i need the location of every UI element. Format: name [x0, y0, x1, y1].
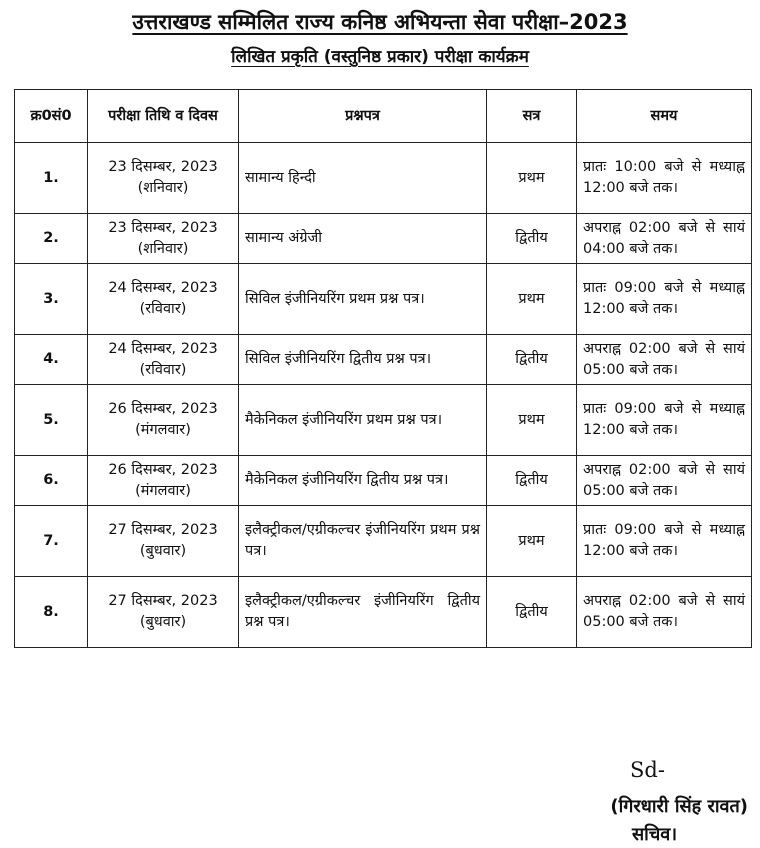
table-row — [15, 385, 752, 456]
cell-sno: 3. — [15, 264, 88, 335]
header-paper: प्रश्नपत्र — [239, 90, 487, 143]
cell-date-text: 24 दिसम्बर, 2023 — [108, 340, 218, 357]
table-row — [15, 456, 752, 506]
cell-day-text: (मंगलवार) — [135, 482, 191, 499]
cell-date — [88, 335, 239, 385]
cell-sno: 6. — [15, 456, 88, 506]
cell-time: अपराह्न 02:00 बजे से सायं 05:00 बजे तक। — [577, 577, 752, 648]
cell-sno: 8. — [15, 577, 88, 648]
cell-day-text: (रविवार) — [139, 301, 187, 317]
cell-date-text: 23 दिसम्बर, 2023 — [108, 219, 218, 236]
cell-paper: सामान्य हिन्दी — [239, 143, 487, 214]
cell-date — [88, 506, 239, 577]
cell-date — [88, 577, 239, 648]
header-sno: क्र0सं0 — [15, 90, 88, 143]
cell-paper: सामान्य अंग्रेजी — [239, 214, 487, 264]
document-title — [0, 8, 760, 36]
exam-schedule-table — [14, 89, 752, 648]
cell-day-text: (शनिवार) — [137, 240, 189, 257]
table-row — [15, 577, 752, 648]
cell-date — [88, 264, 239, 335]
cell-sno: 7. — [15, 506, 88, 577]
signature-sd: Sd- — [630, 758, 665, 782]
title-text: उत्तराखण्ड सम्मिलित राज्य कनिष्ठ अभियन्ता सेवा परीक्षा–2023 — [132, 10, 628, 34]
cell-time: प्रातः 09:00 बजे से मध्याह्न 12:00 बजे तक। — [577, 506, 752, 577]
cell-day-text: (रविवार) — [139, 361, 187, 378]
cell-sno: 4. — [15, 335, 88, 385]
subtitle-text: लिखित प्रकृति (वस्तुनिष्ठ प्रकार) परीक्षा कार्यक्रम — [231, 47, 529, 67]
header-time: समय — [577, 90, 752, 143]
cell-time: प्रातः 10:00 बजे से मध्याह्न 12:00 बजे तक। — [577, 143, 752, 214]
cell-day-text: (बुधवार) — [139, 543, 187, 559]
signatory-name: (गिरधारी सिंह रावत) — [610, 796, 748, 817]
cell-time: प्रातः 09:00 बजे से मध्याह्न 12:00 बजे तक। — [577, 385, 752, 456]
cell-time: अपराह्न 02:00 बजे से सायं 05:00 बजे तक। — [577, 456, 752, 506]
cell-date — [88, 385, 239, 456]
cell-sno: 2. — [15, 214, 88, 264]
table-row — [15, 264, 752, 335]
table-row — [15, 143, 752, 214]
cell-session: प्रथम — [487, 506, 577, 577]
cell-time: अपराह्न 02:00 बजे से सायं 04:00 बजे तक। — [577, 214, 752, 264]
cell-date-text: 26 दिसम्बर, 2023 — [108, 461, 218, 478]
document-subtitle — [0, 44, 760, 67]
cell-paper: सिविल इंजीनियरिंग प्रथम प्रश्न पत्र। — [239, 264, 487, 335]
cell-sno: 5. — [15, 385, 88, 456]
cell-time: प्रातः 09:00 बजे से मध्याह्न 12:00 बजे तक। — [577, 264, 752, 335]
cell-day-text: (बुधवार) — [139, 614, 187, 630]
cell-date-text: 24 दिसम्बर, 2023 — [108, 280, 218, 296]
cell-date-text: 27 दिसम्बर, 2023 — [108, 593, 218, 609]
cell-day-text: (मंगलवार) — [135, 422, 191, 438]
cell-paper: मैकेनिकल इंजीनियरिंग द्वितीय प्रश्न पत्र। — [239, 456, 487, 506]
cell-date — [88, 143, 239, 214]
cell-session: प्रथम — [487, 385, 577, 456]
cell-session: द्वितीय — [487, 335, 577, 385]
table-row — [15, 214, 752, 264]
cell-session: प्रथम — [487, 264, 577, 335]
cell-time: अपराह्न 02:00 बजे से सायं 05:00 बजे तक। — [577, 335, 752, 385]
cell-date-text: 26 दिसम्बर, 2023 — [108, 401, 218, 417]
table-row — [15, 335, 752, 385]
header-session: सत्र — [487, 90, 577, 143]
cell-session: प्रथम — [487, 143, 577, 214]
header-date: परीक्षा तिथि व दिवस — [88, 90, 239, 143]
cell-session: द्वितीय — [487, 456, 577, 506]
cell-session: द्वितीय — [487, 577, 577, 648]
cell-sno: 1. — [15, 143, 88, 214]
cell-date — [88, 456, 239, 506]
cell-paper: इलैक्ट्रीकल/एग्रीकल्चर इंजीनियरिंग द्वितीय प्रश्न पत्र। — [239, 577, 487, 648]
table-row — [15, 506, 752, 577]
cell-date-text: 23 दिसम्बर, 2023 — [108, 159, 218, 175]
cell-paper: मैकेनिकल इंजीनियरिंग प्रथम प्रश्न पत्र। — [239, 385, 487, 456]
signatory-designation: सचिव। — [632, 824, 678, 845]
cell-date — [88, 214, 239, 264]
cell-date-text: 27 दिसम्बर, 2023 — [108, 522, 218, 538]
table-header-row — [15, 90, 752, 143]
cell-session: द्वितीय — [487, 214, 577, 264]
cell-day-text: (शनिवार) — [137, 180, 189, 196]
cell-paper: सिविल इंजीनियरिंग द्वितीय प्रश्न पत्र। — [239, 335, 487, 385]
cell-paper: इलैक्ट्रीकल/एग्रीकल्चर इंजीनियरिंग प्रथम प्रश्न पत्र। — [239, 506, 487, 577]
